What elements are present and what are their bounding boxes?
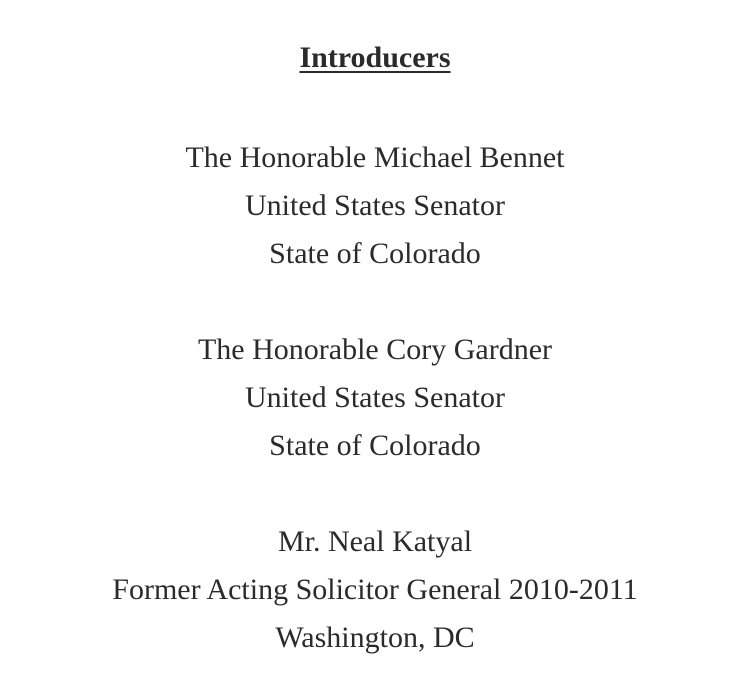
introducer-location: State of Colorado	[269, 237, 481, 270]
introducer-block-gardner	[0, 326, 750, 470]
introducer-location: Washington, DC	[275, 621, 475, 654]
introducer-title: United States Senator	[245, 381, 505, 414]
introducer-block-bennet	[0, 134, 750, 278]
introducer-title: United States Senator	[245, 189, 505, 222]
introducer-name: The Honorable Michael Bennet	[185, 141, 565, 174]
introducer-block-katyal	[0, 518, 750, 662]
introducer-name: The Honorable Cory Gardner	[197, 333, 553, 366]
introducer-title: Former Acting Solicitor General 2010-2011	[112, 573, 638, 606]
introducer-location: State of Colorado	[269, 429, 481, 462]
page-title: Introducers	[299, 41, 451, 74]
introducer-name: Mr. Neal Katyal	[277, 525, 473, 558]
